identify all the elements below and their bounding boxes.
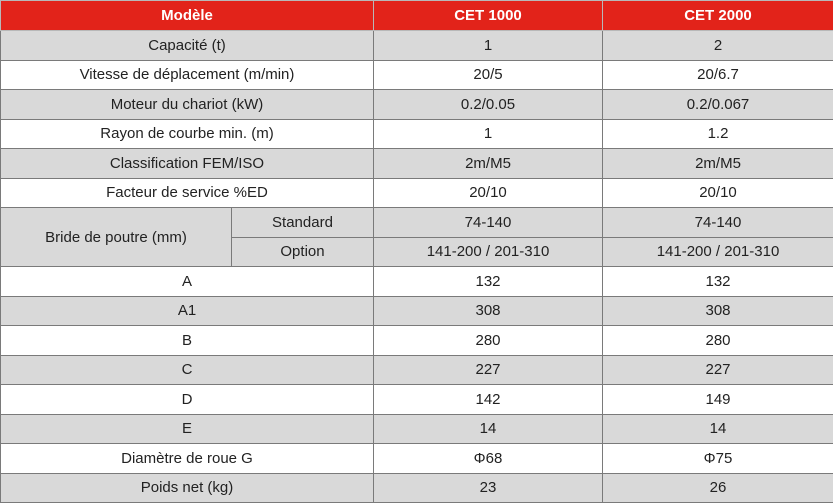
header-model: Modèle: [1, 1, 374, 31]
table-row: [1, 90, 833, 120]
row-label: Diamètre de roue G: [1, 444, 374, 474]
row-label: Vitesse de déplacement (m/min): [1, 60, 374, 90]
table-row: [1, 149, 833, 179]
table-row: [1, 296, 833, 326]
cell-cet2000: 0.2/0.067: [603, 90, 833, 120]
cell-cet2000: 2: [603, 31, 833, 61]
table-row: [1, 60, 833, 90]
cell-cet1000: 0.2/0.05: [374, 90, 603, 120]
cell-cet2000: 132: [603, 267, 833, 297]
row-label: Poids net (kg): [1, 473, 374, 503]
cell-cet1000: 20/5: [374, 60, 603, 90]
row-label: Classification FEM/ISO: [1, 149, 374, 179]
row-label: Moteur du chariot (kW): [1, 90, 374, 120]
row-label: A: [1, 267, 374, 297]
table-row: [1, 414, 833, 444]
cell-cet2000: 2m/M5: [603, 149, 833, 179]
cell-cet2000: 26: [603, 473, 833, 503]
row-label: B: [1, 326, 374, 356]
cell-cet1000: 1: [374, 31, 603, 61]
cell-cet2000: 280: [603, 326, 833, 356]
cell-cet1000: 20/10: [374, 178, 603, 208]
table-row: [1, 31, 833, 61]
table-row: [1, 385, 833, 415]
row-label: Rayon de courbe min. (m): [1, 119, 374, 149]
cell-cet1000: 132: [374, 267, 603, 297]
cell-cet2000: 141-200 / 201-310: [603, 237, 833, 267]
cell-cet1000: 14: [374, 414, 603, 444]
table-row: [1, 119, 833, 149]
table-row-flange-standard: [1, 208, 833, 238]
cell-cet2000: 227: [603, 355, 833, 385]
flange-option-label: Option: [232, 237, 374, 267]
cell-cet1000: 227: [374, 355, 603, 385]
table-row: [1, 444, 833, 474]
cell-cet1000: 141-200 / 201-310: [374, 237, 603, 267]
cell-cet2000: 308: [603, 296, 833, 326]
cell-cet2000: 20/10: [603, 178, 833, 208]
cell-cet2000: Φ75: [603, 444, 833, 474]
row-label: C: [1, 355, 374, 385]
cell-cet2000: 149: [603, 385, 833, 415]
table-row: [1, 267, 833, 297]
cell-cet1000: 280: [374, 326, 603, 356]
table-row: [1, 473, 833, 503]
cell-cet1000: 74-140: [374, 208, 603, 238]
row-label: Facteur de service %ED: [1, 178, 374, 208]
cell-cet2000: 74-140: [603, 208, 833, 238]
cell-cet1000: Φ68: [374, 444, 603, 474]
table-row: [1, 178, 833, 208]
header-cet2000: CET 2000: [603, 1, 833, 31]
cell-cet2000: 14: [603, 414, 833, 444]
table-row: [1, 326, 833, 356]
flange-label: Bride de poutre (mm): [1, 208, 232, 267]
table-row: [1, 355, 833, 385]
row-label: D: [1, 385, 374, 415]
cell-cet1000: 308: [374, 296, 603, 326]
cell-cet2000: 1.2: [603, 119, 833, 149]
row-label: Capacité (t): [1, 31, 374, 61]
header-row: [1, 1, 833, 31]
cell-cet1000: 23: [374, 473, 603, 503]
cell-cet2000: 20/6.7: [603, 60, 833, 90]
header-cet1000: CET 1000: [374, 1, 603, 31]
row-label: A1: [1, 296, 374, 326]
cell-cet1000: 2m/M5: [374, 149, 603, 179]
flange-standard-label: Standard: [232, 208, 374, 238]
cell-cet1000: 142: [374, 385, 603, 415]
row-label: E: [1, 414, 374, 444]
cell-cet1000: 1: [374, 119, 603, 149]
